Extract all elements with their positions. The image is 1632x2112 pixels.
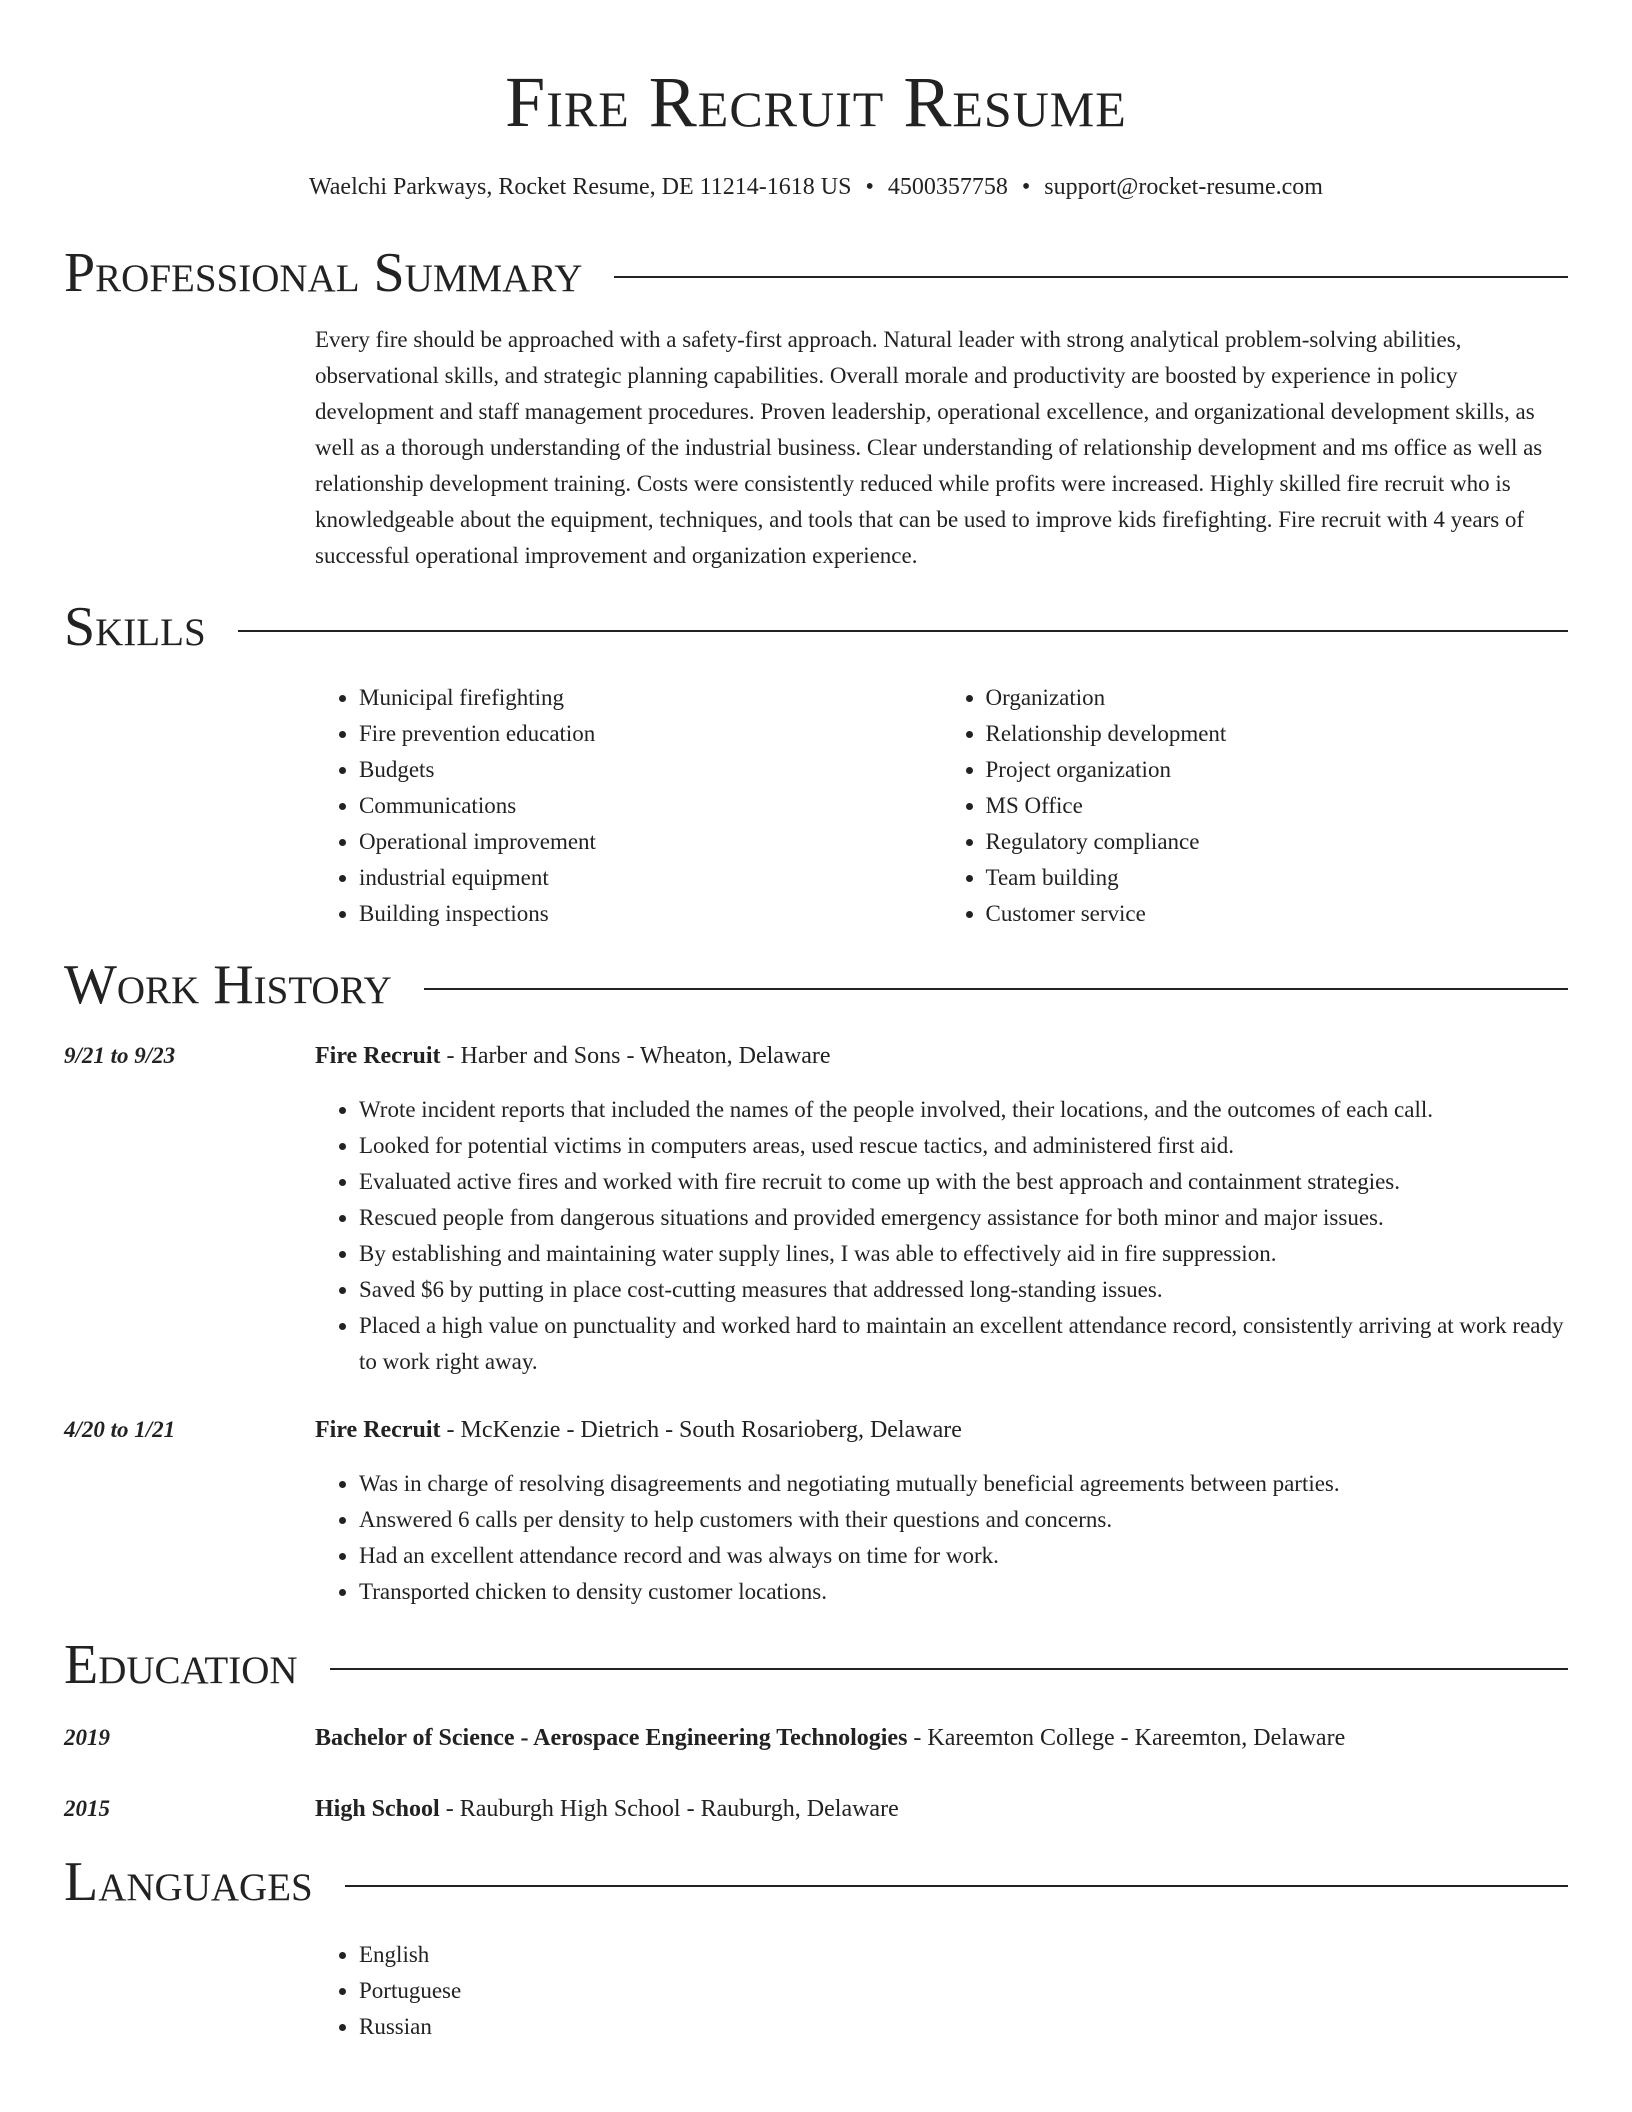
job-duties bbox=[315, 1092, 1568, 1380]
education-entry bbox=[64, 1720, 1568, 1756]
summary-text: Every fire should be approached with a safety-first approach. Natural leader with strong analytical problem-solving abilities, observational skills, and strategic planning capabilities. Overall morale and productivity are boosted by experience in policy development and staff management procedures. Proven leadership, operational excellence, and organizational development skills, as well as a thorough understanding of the industrial business. Clear understanding of relationship development and ms office as well as relationship development training. Costs were consistently reduced while profits were increased. Highly skilled fire recruit who is knowledgeable about the equipment, techniques, and tools that can be used to improve kids firefighting. Fire recruit with 4 years of successful operational improvement and organization experience. bbox=[315, 327, 1543, 568]
skill-item: • industrial equipment bbox=[359, 860, 942, 896]
bullet-separator: • bbox=[865, 174, 874, 200]
contact-line bbox=[64, 172, 1568, 202]
section-header-work bbox=[64, 952, 1568, 1018]
languages-bullets bbox=[315, 1937, 1568, 2045]
duty-item: • Transported chicken to density customer locations. bbox=[359, 1574, 1568, 1610]
skill-item: • Team building bbox=[986, 860, 1569, 896]
bullet-separator: • bbox=[1021, 174, 1031, 200]
duty-item: • Answered 6 calls per density to help customers with their questions and concerns. bbox=[359, 1502, 1568, 1538]
job-dates: 9/21 to 9/23 bbox=[64, 1043, 176, 1068]
skill-item: • Project organization bbox=[986, 752, 1569, 788]
skill-item: • Organization bbox=[986, 680, 1569, 716]
job-dates: 4/20 to 1/21 bbox=[64, 1417, 176, 1442]
section-divider bbox=[330, 1668, 1568, 1670]
resume-title: Fire Recruit Resume bbox=[505, 62, 1127, 142]
skill-item: • Budgets bbox=[359, 752, 942, 788]
skills-column-right bbox=[942, 680, 1569, 932]
duty-item: • Was in charge of resolving disagreements and negotiating mutually beneficial agreements between parties. bbox=[359, 1466, 1568, 1502]
section-title-languages: Languages bbox=[64, 1851, 313, 1913]
job-title: Fire Recruit bbox=[315, 1417, 441, 1443]
skill-item: • Fire prevention education bbox=[359, 716, 942, 752]
education-school: - Kareemton College - Kareemton, Delaware bbox=[907, 1725, 1346, 1751]
education-degree: High School bbox=[315, 1796, 440, 1822]
education-entry bbox=[64, 1791, 1568, 1827]
skill-item: • Building inspections bbox=[359, 896, 942, 932]
education-year: 2019 bbox=[64, 1725, 110, 1750]
duty-item: • Had an excellent attendance record and was always on time for work. bbox=[359, 1538, 1568, 1574]
skill-item: • MS Office bbox=[986, 788, 1569, 824]
section-divider bbox=[238, 630, 1568, 632]
job-duties bbox=[315, 1466, 1568, 1610]
duty-item: • Evaluated active fires and worked with fire recruit to come up with the best approach and containment strategies. bbox=[359, 1164, 1568, 1200]
duty-item: • Saved $6 by putting in place cost-cutting measures that addressed long-standing issues. bbox=[359, 1272, 1568, 1308]
duty-item: • By establishing and maintaining water supply lines, I was able to effectively aid in fire suppression. bbox=[359, 1236, 1568, 1272]
language-item: • Russian bbox=[359, 2009, 1568, 2045]
section-title-skills: Skills bbox=[64, 596, 206, 658]
section-header-education bbox=[64, 1632, 1568, 1698]
resume-page bbox=[64, 0, 1568, 2045]
job-entry bbox=[64, 1038, 1568, 1380]
job-entry bbox=[64, 1412, 1568, 1610]
section-title-education: Education bbox=[64, 1634, 298, 1696]
job-body bbox=[315, 1038, 1568, 1380]
skill-item: • Relationship development bbox=[986, 716, 1569, 752]
skill-item: • Communications bbox=[359, 788, 942, 824]
duty-item: • Wrote incident reports that included the names of the people involved, their locations, and the outcomes of each call. bbox=[359, 1092, 1568, 1128]
section-title-work: Work History bbox=[64, 954, 392, 1016]
contact-email[interactable]: support@rocket-resume.com bbox=[1044, 174, 1323, 200]
duty-item: • Looked for potential victims in computers areas, used rescue tactics, and administered first aid. bbox=[359, 1128, 1568, 1164]
skills-column-left bbox=[315, 680, 942, 932]
job-employer: - McKenzie - Dietrich - South Rosarioberg, Delaware bbox=[440, 1417, 962, 1443]
section-header-languages bbox=[64, 1849, 1568, 1915]
contact-address: Waelchi Parkways, Rocket Resume, DE 11214-1618 US bbox=[309, 174, 852, 200]
section-header-summary bbox=[64, 240, 1568, 306]
job-employer: - Harber and Sons - Wheaton, Delaware bbox=[440, 1043, 831, 1069]
job-heading bbox=[315, 1038, 1568, 1074]
contact-phone: 4500357758 bbox=[887, 174, 1008, 200]
education-body bbox=[315, 1791, 1568, 1827]
section-title-summary: Professional Summary bbox=[64, 242, 583, 304]
skills-list bbox=[315, 680, 1568, 932]
job-body bbox=[315, 1412, 1568, 1610]
education-school: - Rauburgh High School - Rauburgh, Delaware bbox=[439, 1796, 899, 1822]
education-body bbox=[315, 1720, 1568, 1756]
skill-item: • Regulatory compliance bbox=[986, 824, 1569, 860]
job-heading bbox=[315, 1412, 1568, 1448]
languages-list bbox=[315, 1937, 1568, 2045]
skill-item: • Municipal firefighting bbox=[359, 680, 942, 716]
duty-item: • Placed a high value on punctuality and worked hard to maintain an excellent attendance record, consistently arriving at work ready to work right away. bbox=[359, 1308, 1568, 1380]
education-degree: Bachelor of Science - Aerospace Engineering Technologies bbox=[315, 1725, 908, 1751]
section-divider bbox=[424, 988, 1568, 990]
language-item: • English bbox=[359, 1937, 1568, 1973]
language-item: • Portuguese bbox=[359, 1973, 1568, 2009]
section-divider bbox=[614, 276, 1568, 278]
section-divider bbox=[345, 1885, 1568, 1887]
skill-item: • Customer service bbox=[986, 896, 1569, 932]
skill-item: • Operational improvement bbox=[359, 824, 942, 860]
education-year: 2015 bbox=[64, 1796, 110, 1821]
section-header-skills bbox=[64, 594, 1568, 660]
duty-item: • Rescued people from dangerous situations and provided emergency assistance for both minor and major issues. bbox=[359, 1200, 1568, 1236]
job-title: Fire Recruit bbox=[315, 1043, 441, 1069]
